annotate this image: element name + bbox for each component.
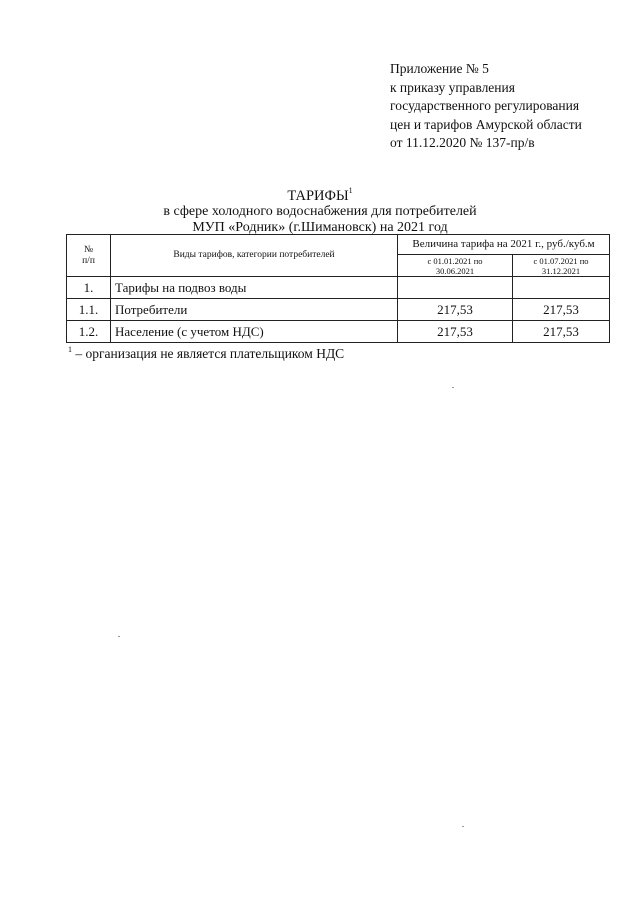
appendix-line: Приложение № 5 bbox=[390, 61, 489, 76]
table-header-row bbox=[67, 235, 610, 255]
scan-speck bbox=[118, 636, 120, 637]
header-period-2: с 01.07.2021 по 31.12.2021 bbox=[513, 255, 610, 277]
document-title bbox=[0, 183, 640, 236]
row-value-1 bbox=[398, 277, 513, 299]
header-period-1: с 01.01.2021 по 30.06.2021 bbox=[398, 255, 513, 277]
appendix-header bbox=[390, 60, 582, 153]
table-row bbox=[67, 299, 610, 321]
row-value-2: 217,53 bbox=[513, 299, 610, 321]
row-num: 1. bbox=[67, 277, 111, 299]
row-value-1: 217,53 bbox=[398, 321, 513, 343]
appendix-line: цен и тарифов Амурской области bbox=[390, 116, 582, 132]
scan-speck bbox=[452, 387, 454, 388]
row-name: Население (с учетом НДС) bbox=[111, 321, 398, 343]
header-kind: Виды тарифов, категории потребителей bbox=[111, 235, 398, 277]
appendix-line: к приказу управления bbox=[390, 79, 515, 95]
footnote-mark: 1 bbox=[68, 345, 72, 354]
appendix-line: от 11.12.2020 № 137-пр/в bbox=[390, 135, 535, 150]
row-value-2: 217,53 bbox=[513, 321, 610, 343]
footnote-text: – организация не является плательщиком НДС bbox=[72, 346, 345, 361]
header-num: № п/п bbox=[67, 235, 111, 277]
scan-speck bbox=[462, 826, 464, 827]
title-main-text: ТАРИФЫ bbox=[287, 188, 349, 204]
footnote bbox=[68, 342, 344, 362]
header-value: Величина тарифа на 2021 г., руб./куб.м bbox=[398, 235, 610, 255]
row-name: Потребители bbox=[111, 299, 398, 321]
table-row bbox=[67, 321, 610, 343]
row-value-1: 217,53 bbox=[398, 299, 513, 321]
table-row bbox=[67, 277, 610, 299]
row-name: Тарифы на подвоз воды bbox=[111, 277, 398, 299]
row-num: 1.1. bbox=[67, 299, 111, 321]
title-footnote-mark: 1 bbox=[348, 186, 353, 195]
tariff-table bbox=[66, 234, 610, 343]
row-num: 1.2. bbox=[67, 321, 111, 343]
appendix-line: государственного регулирования bbox=[390, 98, 580, 113]
title-line-3: МУП «Родник» (г.Шимановск) на 2021 год bbox=[192, 220, 448, 235]
title-main bbox=[0, 183, 640, 204]
row-value-2 bbox=[513, 277, 610, 299]
title-line-2: в сфере холодного водоснабжения для потребителей bbox=[163, 204, 477, 219]
